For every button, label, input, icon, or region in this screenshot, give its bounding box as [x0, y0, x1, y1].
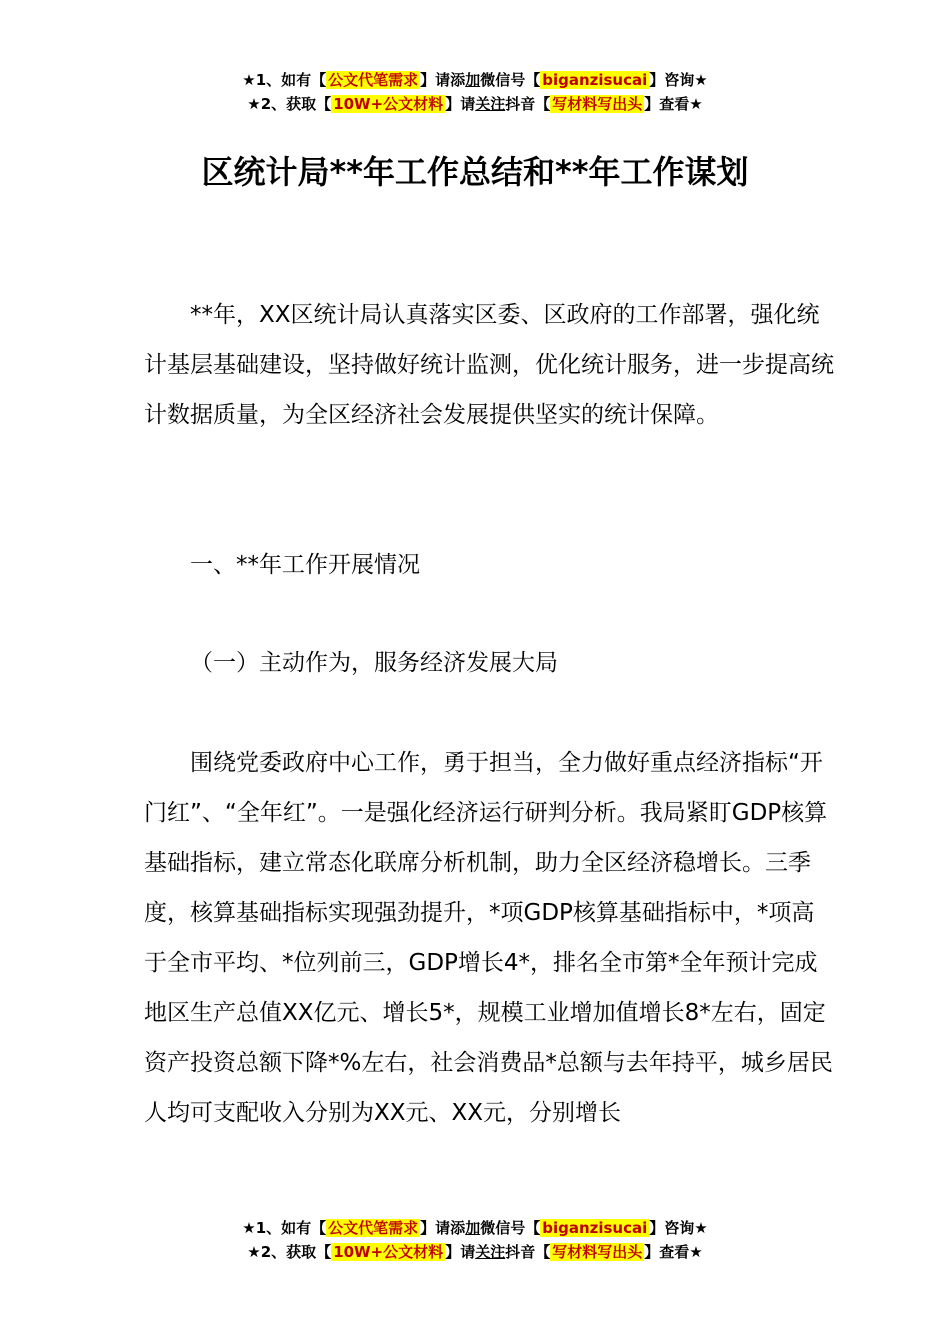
- banner-highlight: biganzisucai: [542, 71, 648, 89]
- banner-text: 】请: [445, 95, 476, 113]
- banner-text: 】咨询★: [649, 71, 708, 89]
- banner-highlight: 公文代笔需求: [328, 1219, 419, 1237]
- document-title: 区统计局**年工作总结和**年工作谋划: [201, 153, 749, 191]
- body-paragraph: 围绕党委政府中心工作，勇于担当，全力做好重点经济指标“开门红”、“全年红”。一是强化经济运行研判分析。我局紧盯GDP核算基础指标，建立常态化联席分析机制，助力全区经济稳增长。三季度，核算基础指标实现强劲提升，*项GDP核算基础指标中，*项高于全市平均、*位列前三，GDP增长4*，排名全市第*全年预计完成地区生产总值XX亿元、增长5*，规模工业增加值增长8*左右，固定资产投资总额下降*%左右，社会消费品*总额与去年持平，城乡居民人均可支配收入分别为XX元、XX元，分别增长: [144, 750, 833, 1126]
- banner-underlined-text: 关注: [475, 1243, 506, 1261]
- banner-text: 微信号【: [480, 1219, 541, 1237]
- banner-underlined-text: 加: [465, 1219, 481, 1237]
- banner-line-2: [0, 1240, 950, 1264]
- banner-highlight: 写材料写出头: [552, 1243, 643, 1261]
- banner-text: 微信号【: [480, 71, 541, 89]
- section-heading: 一、**年工作开展情况: [190, 552, 420, 578]
- banner-highlight: 10W+公文材料: [333, 1243, 444, 1261]
- banner-highlight: 公文代笔需求: [328, 71, 419, 89]
- banner-underlined-text: 关注: [475, 95, 506, 113]
- banner-highlight: 写材料写出头: [552, 95, 643, 113]
- banner-text: 】请添: [420, 71, 466, 89]
- banner-line-1: [0, 1216, 950, 1240]
- banner-line-1: [0, 68, 950, 92]
- banner-text: 抖音【: [505, 95, 551, 113]
- intro-paragraph: **年，XX区统计局认真落实区委、区政府的工作部署，强化统计基层基础建设，坚持做好统计监测，优化统计服务，进一步提高统计数据质量，为全区经济社会发展提供坚实的统计保障。: [144, 302, 834, 428]
- banner-text: ★2、获取【: [247, 1243, 332, 1261]
- banner-text: 】查看★: [644, 95, 703, 113]
- banner-line-2: [0, 92, 950, 116]
- banner-text: 】查看★: [644, 1243, 703, 1261]
- banner-text: ★2、获取【: [247, 95, 332, 113]
- banner-text: 】请: [445, 1243, 476, 1261]
- banner-text: ★1、如有【: [242, 71, 327, 89]
- banner-highlight: biganzisucai: [542, 1219, 648, 1237]
- banner-highlight: 10W+公文材料: [333, 95, 444, 113]
- banner-text: 抖音【: [505, 1243, 551, 1261]
- banner-underlined-text: 加: [465, 71, 481, 89]
- header-banner: [0, 68, 950, 116]
- subsection-heading: （一）主动作为，服务经济发展大局: [190, 650, 558, 676]
- banner-text: ★1、如有【: [242, 1219, 327, 1237]
- banner-text: 】咨询★: [649, 1219, 708, 1237]
- footer-banner: [0, 1216, 950, 1264]
- banner-text: 】请添: [420, 1219, 466, 1237]
